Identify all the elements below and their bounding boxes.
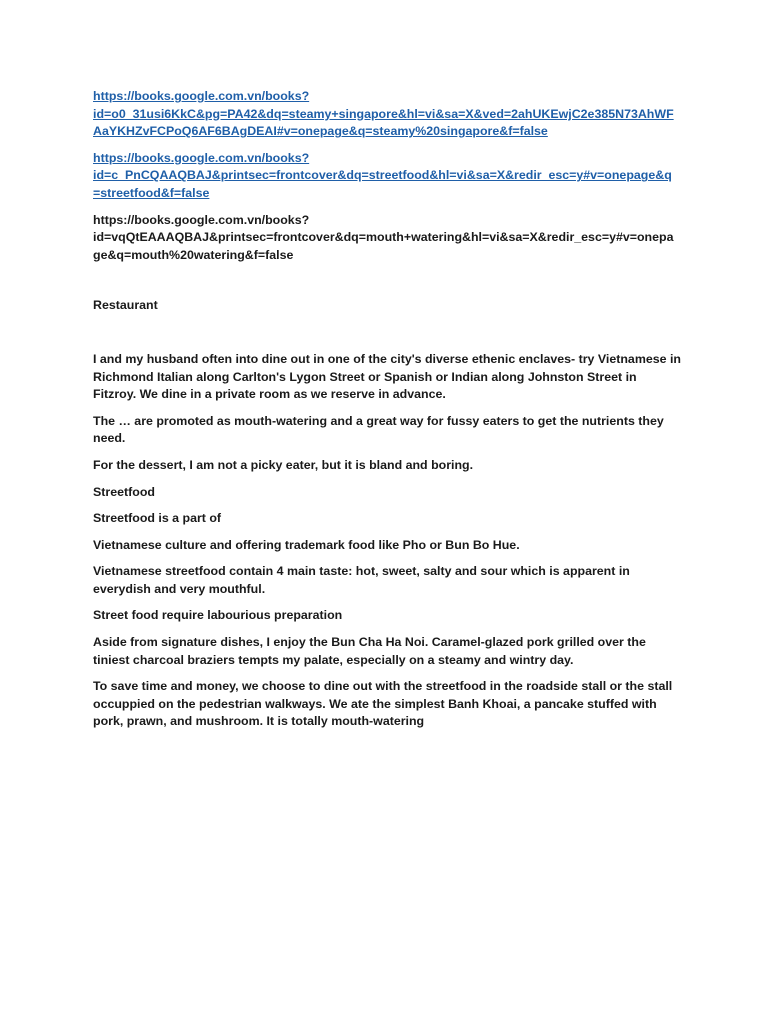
paragraph: The … are promoted as mouth-watering and a great way for fussy eaters to get the nutrients they need. xyxy=(93,413,664,446)
document-body xyxy=(93,88,683,740)
section-heading-restaurant: Restaurant xyxy=(93,298,158,313)
paragraph: Aside from signature dishes, I enjoy the Bun Cha Ha Noi. Caramel-glazed pork grilled over the tiniest charcoal braziers tempts my palate, especially on a steamy and wintry day. xyxy=(93,635,646,667)
spacer xyxy=(93,324,683,351)
paragraph: I and my husband often into dine out in one of the city's diverse ethenic enclaves- try Vietnamese in Richmond Italian along Carlton's Lygon Street or Spanish or Indian along Johnston Street in Fitzroy. We dine in a private room as we reserve in advance. xyxy=(93,351,681,402)
link-line[interactable]: AaYKHZvFCPoQ6AF6BAgDEAI#v=onepage&q=steamy%20singapore&f=false xyxy=(93,124,548,139)
link-line[interactable]: id=o0_31usi6KkC&pg=PA42&dq=steamy+singapore&hl=vi&sa=X&ved=2ahUKEwjC2e385N73AhWF xyxy=(93,106,674,121)
paragraph: Streetfood is a part of xyxy=(93,511,222,526)
link-line[interactable]: https://books.google.com.vn/books? xyxy=(93,89,310,103)
url-line: ge&q=mouth%20watering&f=false xyxy=(93,247,294,262)
link-line[interactable]: https://books.google.com.vn/books? xyxy=(93,150,310,165)
reference-url-plain xyxy=(93,212,683,265)
paragraph: Vietnamese culture and offering trademark food like Pho or Bun Bo Hue. xyxy=(93,537,520,552)
reference-link-1[interactable] xyxy=(93,88,683,141)
paragraph: Vietnamese streetfood contain 4 main taste: hot, sweet, salty and sour which is apparent in everydish and very mouthful. xyxy=(93,564,630,596)
link-line[interactable]: id=c_PnCQAAQBAJ&printsec=frontcover&dq=streetfood&hl=vi&sa=X&redir_esc=y#v=onepage&q xyxy=(93,168,672,183)
paragraph: Street food require labourious preparation xyxy=(93,608,343,623)
paragraph: For the dessert, I am not a picky eater, but it is bland and boring. xyxy=(93,457,474,472)
url-line: id=vqQtEAAAQBAJ&printsec=frontcover&dq=mouth+watering&hl=vi&sa=X&redir_esc=y#v=onepa xyxy=(93,230,674,245)
link-line[interactable]: =streetfood&f=false xyxy=(93,185,210,200)
section-heading-streetfood: Streetfood xyxy=(93,484,155,499)
paragraph: To save time and money, we choose to dine out with the streetfood in the roadside stall or the stall occuppied on the pedestrian walkways. We ate the simplest Banh Khoai, a pancake stuffed with pork, prawn, and mushroom. It is totally mouth-watering xyxy=(93,679,673,729)
url-line: https://books.google.com.vn/books? xyxy=(93,212,310,227)
reference-link-2[interactable] xyxy=(93,150,683,203)
spacer xyxy=(93,273,683,297)
